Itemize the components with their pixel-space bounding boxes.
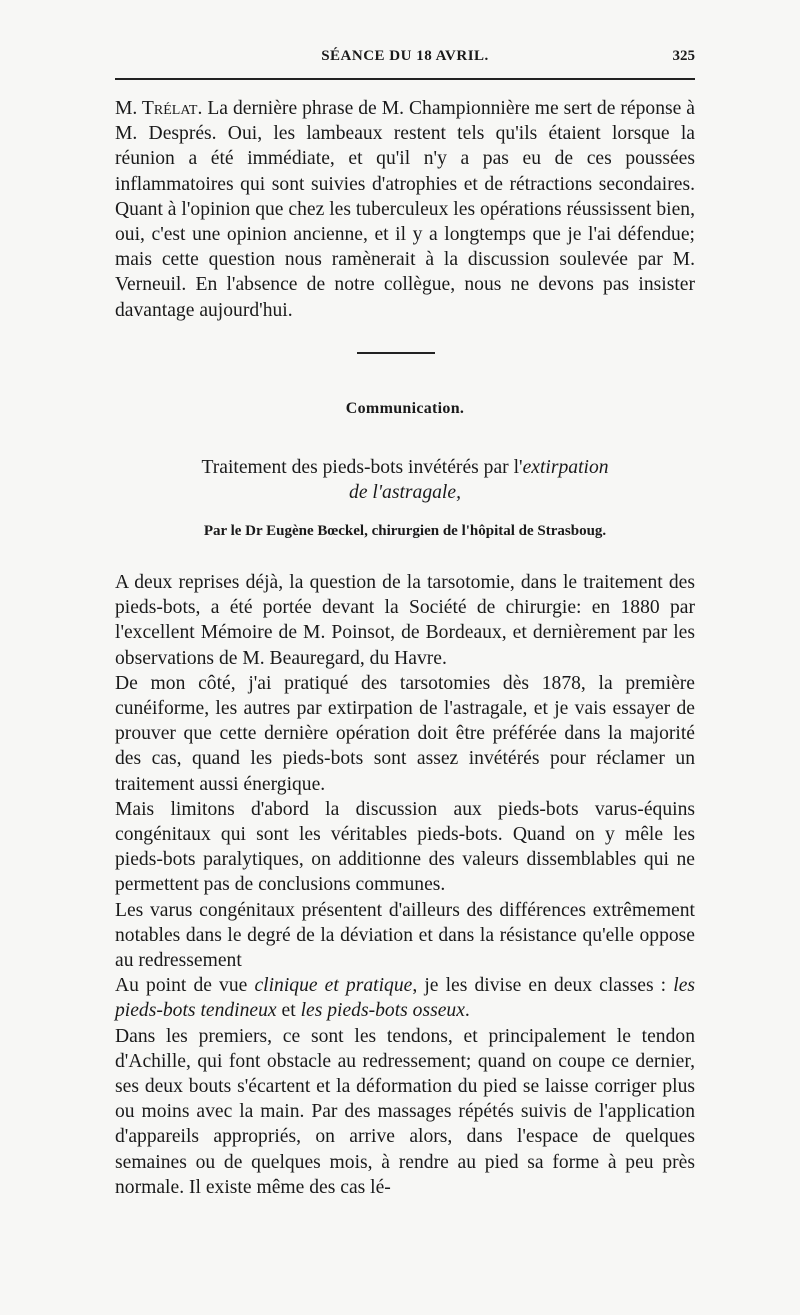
body-paragraph-5 (115, 973, 695, 1023)
article-body (115, 570, 695, 1200)
running-head (115, 48, 695, 72)
p5-italic-clinique: clinique et pratique (254, 975, 413, 997)
speaker-name: M. Trélat. (115, 98, 203, 119)
article-title-line-2 (115, 480, 695, 505)
header-rule (115, 78, 695, 80)
body-paragraph-4: Les varus congénitaux présentent d'ailleurs des différences extrêmement notables dans le degré de la déviation et dans la résistance qu'elle oppose au redressement (115, 899, 695, 972)
body-paragraph-6: Dans les premiers, ce sont les tendons, et principalement le tendon d'Achille, qui font obstacle au redressement; quand on coupe ce dernier, ses deux bouts s'écartent et la déformation du pied se laisse corriger plus ou moins avec la main. Par des massages répétés suivis de l'application d'appareils appropriés, on arrive alors, dans l'espace de quelques semaines ou de quelques mois, à rendre au pied sa forme à peu près normale. Il existe même des cas lé- (115, 1025, 695, 1198)
author-byline: Par le Dr Eugène Bœckel, chirurgien de l'hôpital de Strasboug. (203, 523, 607, 539)
p5-text-e: et (276, 1000, 301, 1022)
p5-text-c: , je les divise en deux classes : (412, 975, 674, 997)
page-number: 325 (672, 48, 695, 64)
remark-text: La dernière phrase de M. Championnière me sert de réponse à M. Després. Oui, les lambeaux restent tels qu'ils étaient lorsque la réunion a été immédiate, et qu'il n'y a pas eu de ces poussées inflammatoires qui sont suivies d'atrophies et de rétractions secondaires. Quant à l'opinion que chez les tuberculeux les opérations réussissent bien, oui, c'est une opinion ancienne, et il y a longtemps que je l'ai défendue; mais cette question nous ramènerait à la discussion soulevée par M. Verneuil. En l'absence de notre collègue, nous ne devons pas insister davantage aujourd'hui. (115, 98, 695, 321)
section-separator (357, 352, 435, 354)
article-title-italic: extirpation (522, 457, 609, 478)
body-paragraph-3: Mais limitons d'abord la discussion aux pieds-bots varus-équins congénitaux qui sont les véritables pieds-bots. Quand on y mêle les pieds-bots paralytiques, on additionne des valeurs dissemblables qui ne permettent pas de conclusions communes. (115, 798, 695, 896)
p5-italic-tendineux: les pieds-bots tendineux (115, 975, 696, 1022)
section-heading: Communication. (345, 400, 465, 417)
article-title-line-2-text: de l'astragale, (349, 482, 461, 503)
article-title-plain: Traitement des pieds-bots invétérés par l' (201, 457, 523, 478)
body-paragraph-1: A deux reprises déjà, la question de la tarsotomie, dans le traitement des pieds-bots, a été portée devant la Société de chirurgie: en 1880 par l'excellent Mémoire de M. Poinsot, de Bordeaux, et dernièrement par les observations de M. Beauregard, du Havre. (115, 572, 695, 669)
p5-italic-osseux: les pieds-bots osseux (300, 1000, 465, 1022)
running-title: SÉANCE DU 18 AVRIL. (321, 48, 489, 64)
p5-text-a: Au point de vue (115, 975, 255, 997)
article-title-line-1 (115, 455, 695, 480)
body-paragraph-2: De mon côté, j'ai pratiqué des tarsotomies dès 1878, la première cunéiforme, les autres par extirpation de l'astragale, et je vais essayer de prouver que cette dernière opération doit être préférée dans la majorité des cas, quand les pieds-bots sont assez invétérés pour réclamer un traitement aussi énergique. (115, 672, 695, 795)
p5-text-g: . (464, 1000, 470, 1022)
trelat-remark (115, 96, 695, 323)
